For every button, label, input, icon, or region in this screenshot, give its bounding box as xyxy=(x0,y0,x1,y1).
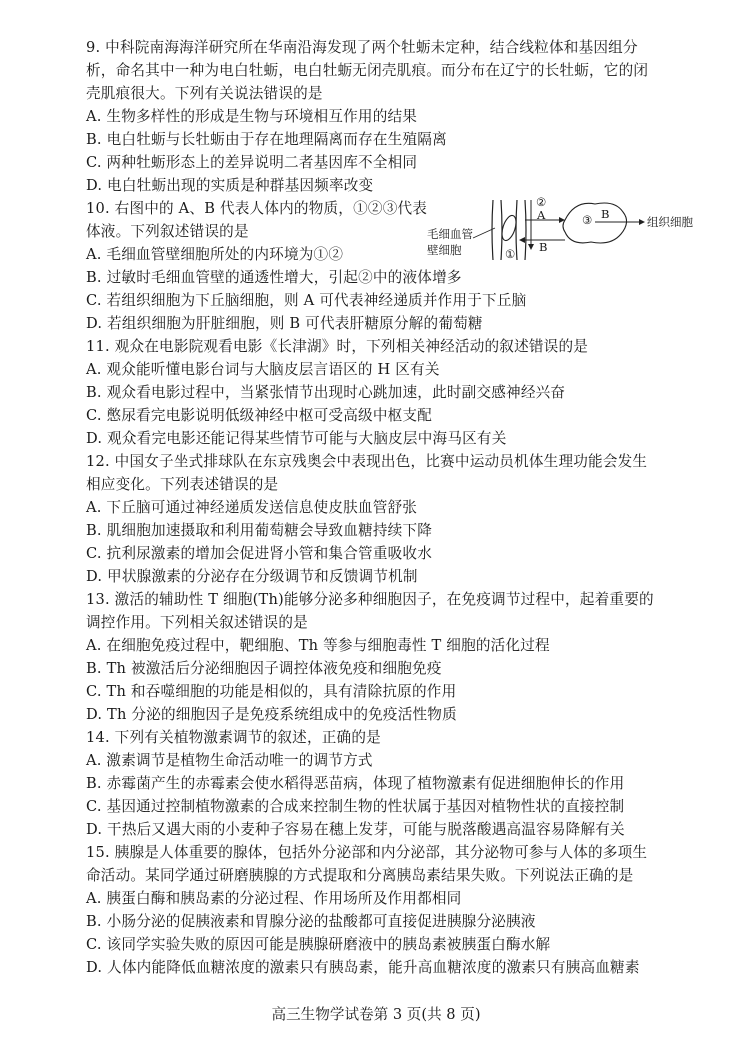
text-line: C. 该同学实验失败的原因可能是胰腺研磨液中的胰岛素被胰蛋白酶水解 xyxy=(86,936,551,953)
text-line: 体液。下列叙述错误的是 xyxy=(86,223,249,240)
text-line: A. 胰蛋白酶和胰岛素的分泌过程、作用场所及作用都相同 xyxy=(86,890,462,907)
label-capillary-line2: 壁细胞 xyxy=(427,243,462,257)
text-line: 析，命名其中一种为电白牡蛎，电白牡蛎无闭壳肌痕。而分布在辽宁的长牡蛎，它的闭 xyxy=(86,62,649,79)
text-line: D. 干热后又遇大雨的小麦种子容易在穗上发芽，可能与脱落酸遇高温容易降解有关 xyxy=(86,821,625,838)
label-A: A xyxy=(537,208,546,222)
text-line: B. 观众看电影过程中，当紧张情节出现时心跳加速，此时副交感神经兴奋 xyxy=(86,384,566,401)
text-line: 相应变化。下列表述错误的是 xyxy=(86,476,279,493)
text-line: B. 肌细胞加速摄取和利用葡萄糖会导致血糖持续下降 xyxy=(86,522,433,539)
capillary-wall-right-inner xyxy=(516,200,517,260)
text-line: A. 下丘脑可通过神经递质发送信息使皮肤血管舒张 xyxy=(86,499,418,516)
text-line: D. 甲状腺激素的分泌存在分级调节和反馈调节机制 xyxy=(86,568,418,585)
arrow-B-left-head xyxy=(519,237,525,243)
text-line: D. 人体内能降低血糖浓度的激素只有胰岛素，能升高血糖浓度的激素只有胰高血糖素 xyxy=(86,959,640,976)
label-capillary-line1: 毛细血管 xyxy=(427,227,473,241)
label-B-right: B xyxy=(601,207,610,221)
flow-arrow-head xyxy=(528,244,534,250)
text-line: B. 过敏时毛细血管壁的通透性增大，引起②中的液体增多 xyxy=(86,269,462,286)
text-line: D. 若组织细胞为肝脏细胞，则 B 可代表肝糖原分解的葡萄糖 xyxy=(86,315,483,332)
text-line: B. 赤霉菌产生的赤霉素会使水稻得恶苗病，体现了植物激素有促进细胞伸长的作用 xyxy=(86,775,625,792)
text-line: D. 电白牡蛎出现的实质是种群基因频率改变 xyxy=(86,177,374,194)
body-fluid-diagram xyxy=(425,190,725,270)
text-line: 15. 胰腺是人体重要的腺体，包括外分泌部和内分泌部，其分泌物可参与人体的多项生 xyxy=(86,844,648,861)
text-line: C. 基因通过控制植物激素的合成来控制生物的性状属于基因对植物性状的直接控制 xyxy=(86,798,625,815)
text-line: 11. 观众在电影院观看电影《长津湖》时，下列相关神经活动的叙述错误的是 xyxy=(86,338,589,355)
arrow-B-right-head xyxy=(639,219,645,225)
tissue-fluid-region xyxy=(563,203,627,243)
text-line: 10. 右图中的 A、B 代表人体内的物质，①②③代表 xyxy=(86,200,428,217)
text-line: C. 抗利尿激素的增加会促进肾小管和集合管重吸收水 xyxy=(86,545,432,562)
text-line: C. 两种牡蛎形态上的差异说明二者基因库不全相同 xyxy=(86,154,418,171)
text-line: A. 观众能听懂电影台词与大脑皮层言语区的 H 区有关 xyxy=(86,361,440,378)
label-tissue-cell: 组织细胞 xyxy=(647,215,693,229)
label-fluid-3: ③ xyxy=(582,213,593,227)
text-line: D. Th 分泌的细胞因子是免疫系统组成中的免疫活性物质 xyxy=(86,706,457,723)
capillary-wall-right xyxy=(525,200,526,260)
text-line: A. 激素调节是植物生命活动唯一的调节方式 xyxy=(86,752,373,769)
text-line: A. 毛细血管壁细胞所处的内环境为①② xyxy=(86,246,344,263)
text-line: C. 憋尿看完电影说明低级神经中枢可受高级中枢支配 xyxy=(86,407,432,424)
text-line: 壳肌痕很大。下列有关说法错误的是 xyxy=(86,85,323,102)
text-line: 12. 中国女子坐式排球队在东京残奥会中表现出色，比赛中运动员机体生理功能会发生 xyxy=(86,453,648,470)
text-line: 调控作用。下列相关叙述错误的是 xyxy=(86,614,308,631)
label-fluid-2: ② xyxy=(536,195,547,209)
text-line: A. 生物多样性的形成是生物与环境相互作用的结果 xyxy=(86,108,418,125)
text-line: A. 在细胞免疫过程中，靶细胞、Th 等参与细胞毒性 T 细胞的活化过程 xyxy=(86,637,550,654)
text-line: 9. 中科院南海海洋研究所在华南沿海发现了两个牡蛎未定种，结合线粒体和基因组分 xyxy=(86,39,638,56)
text-line: 命活动。某同学通过研磨胰腺的方式提取和分离胰岛素结果失败。下列说法正确的是 xyxy=(86,867,634,884)
label-B-left: B xyxy=(539,240,548,254)
text-line: C. Th 和吞噬细胞的功能是相似的，具有清除抗原的作用 xyxy=(86,683,457,700)
text-line: 14. 下列有关植物激素调节的叙述，正确的是 xyxy=(86,729,381,746)
label-fluid-1: ① xyxy=(505,247,516,261)
text-line: D. 观众看完电影还能记得某些情节可能与大脑皮层中海马区有关 xyxy=(86,430,507,447)
text-line: B. Th 被激活后分泌细胞因子调控体液免疫和细胞免疫 xyxy=(86,660,442,677)
text-line: B. 电白牡蛎与长牡蛎由于存在地理隔离而存在生殖隔离 xyxy=(86,131,447,148)
text-line: B. 小肠分泌的促胰液素和胃腺分泌的盐酸都可直接促进胰腺分泌胰液 xyxy=(86,913,536,930)
page-footer: 高三生物学试卷第 3 页(共 8 页) xyxy=(271,1006,481,1023)
text-line: 13. 激活的辅助性 T 细胞(Th)能够分泌多种细胞因子，在免疫调节过程中，起着重要的 xyxy=(86,591,654,608)
capillary-wall-left xyxy=(492,200,493,260)
text-line: C. 若组织细胞为下丘脑细胞，则 A 可代表神经递质并作用于下丘脑 xyxy=(86,292,527,309)
